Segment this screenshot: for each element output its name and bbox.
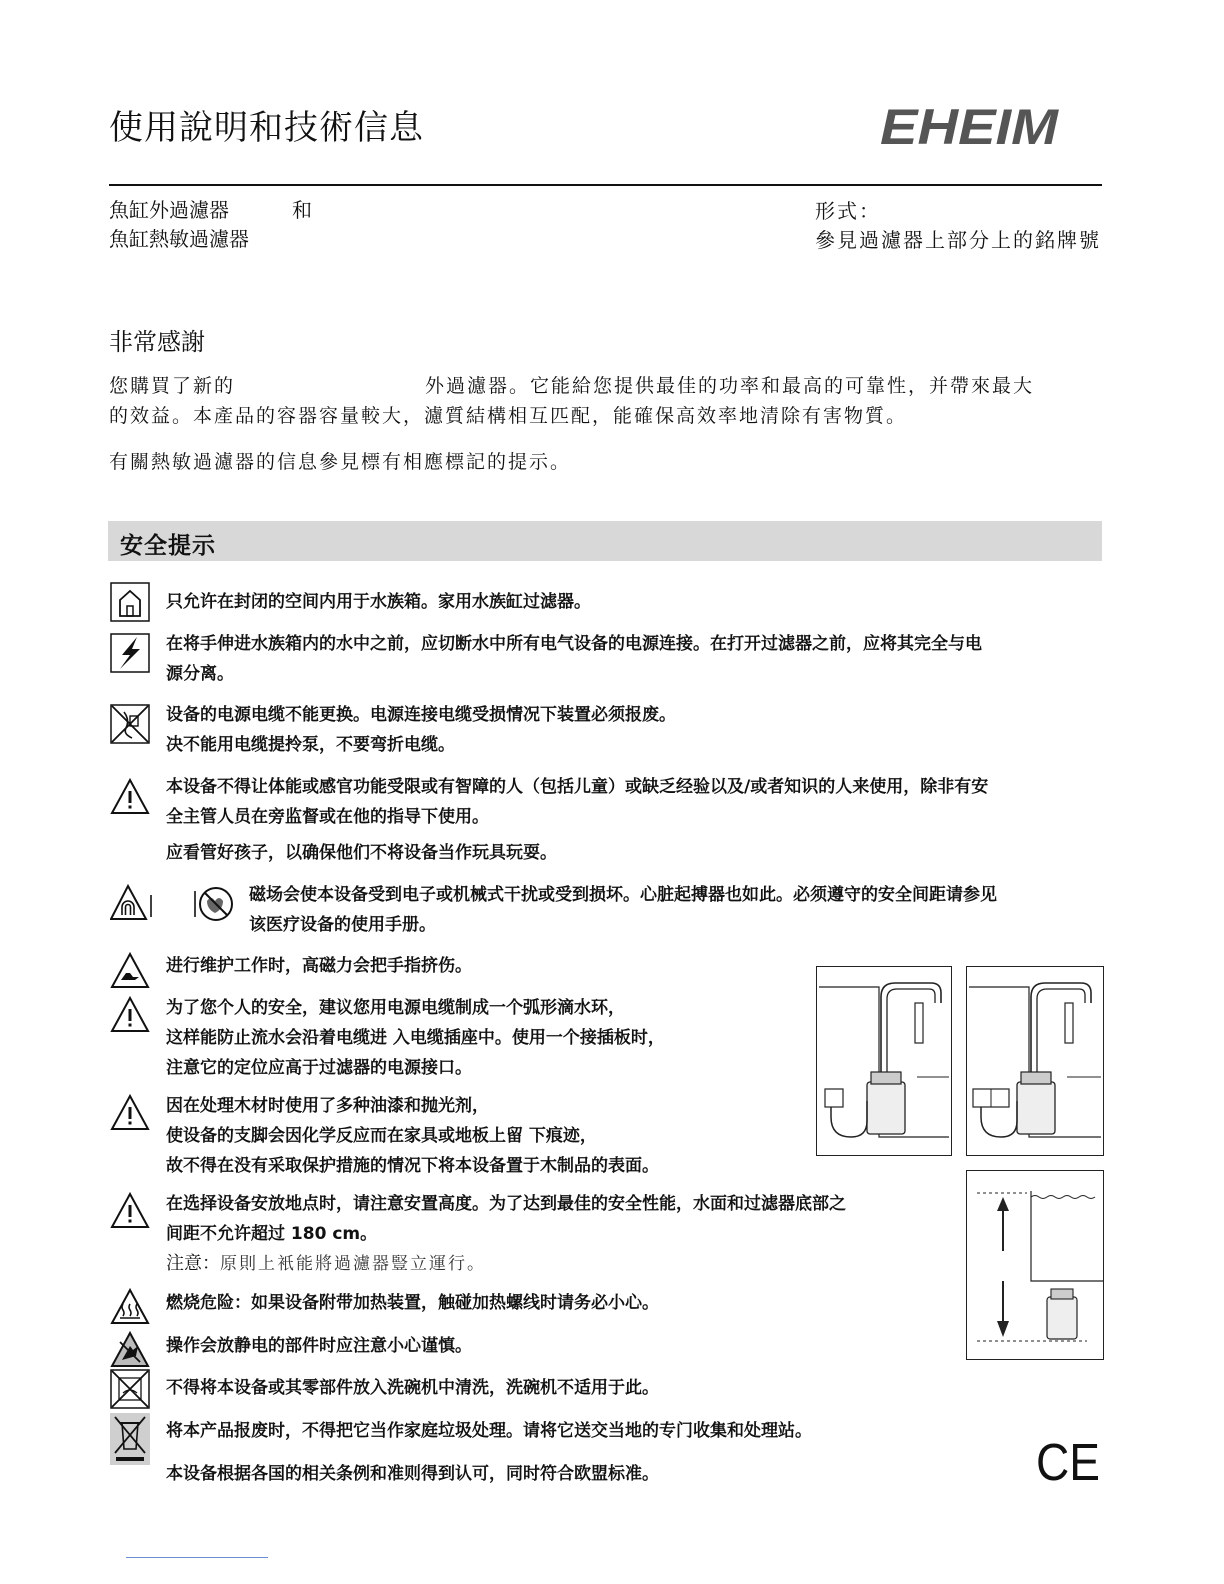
safety-item-13: 将本产品报废时，不得把它当作家庭垃圾处理。请将它送交当地的专门收集和处理站。: [166, 1421, 812, 1441]
eheim-logo: [880, 100, 1060, 150]
svg-text:EHEIM: EHEIM: [880, 100, 1060, 150]
intro-paragraph-1: 您購買了新的 外過濾器。它能給您提供最佳的功率和最高的可靠性，并帶來最大 的效益。本產品的容器容量較大，濾質結構相互匹配，能確保高效率地清除有害物質。: [109, 375, 1035, 427]
height-limit-figure: [966, 1170, 1104, 1360]
drip-loop-figure-1: [816, 966, 952, 1156]
safety-item-6: 进行维护工作时，高磁力会把手指挤伤。: [166, 956, 472, 976]
product-line-2: 魚缸熱敏過濾器: [109, 227, 249, 251]
safety-item-4: 本设备不得让体能或感官功能受限或有智障的人（包括儿童）或缺乏经验以及/或者知识的人来使用，除非有安 全主管人员在旁监督或在他的指导下使用。: [166, 777, 989, 827]
safety-item-8: 因在处理木材时使用了多种油漆和抛光剂， 使设备的支脚会因化学反应而在家具或地板上留 下痕迹， 故不得在没有采取保护措施的情况下将本设备置于木制品的表面。: [166, 1096, 659, 1176]
page-title: 使用說明和技術信息: [109, 108, 424, 148]
header-divider: [109, 184, 1102, 186]
warning-icon: [110, 1093, 150, 1133]
safety-item-14: 本设备根据各国的相关条例和准则得到认可，同时符合欧盟标准。: [166, 1464, 659, 1484]
safety-heading: 安全提示: [120, 533, 216, 559]
svg-text:CE: CE: [1036, 1436, 1100, 1486]
safety-item-7: 为了您个人的安全，建议您用电源电缆制成一个弧形滴水环， 这样能防止流水会沿着电缆进 入电缆插座中。使用一个接插板时， 注意它的定位应高于过滤器的电源接口。: [166, 998, 665, 1078]
product-and: 和: [292, 198, 312, 222]
type-label: 形式：: [815, 199, 881, 223]
safety-item-4-extra: 应看管好孩子，以确保他们不将设备当作玩具玩耍。: [166, 843, 557, 863]
electric-shock-icon: [110, 633, 150, 673]
no-pacemaker-icon: [193, 885, 235, 925]
safety-item-9: 在选择设备安放地点时，请注意安置高度。为了达到最佳的安全性能，水面和过滤器底部之 间距不允许超过 180 cm。: [166, 1194, 846, 1244]
magnetic-field-icon: [110, 883, 154, 923]
no-cable-carry-icon: [110, 704, 150, 744]
no-dishwasher-icon: [110, 1369, 150, 1409]
safety-item-10: 燃烧危险：如果设备附带加热装置，触碰加热螺线时请务必小心。: [166, 1293, 659, 1313]
operation-note: 注意：原則上衹能將過濾器豎立運行。: [166, 1253, 486, 1274]
safety-item-12: 不得将本设备或其零部件放入洗碗机中清洗，洗碗机不适用于此。: [166, 1378, 659, 1398]
safety-item-11: 操作会放静电的部件时应注意小心谨慎。: [166, 1336, 472, 1356]
safety-item-3: 设备的电源电缆不能更换。电源连接电缆受损情况下装置必须报废。 决不能用电缆提拎泵，不要弯折电缆。: [166, 705, 676, 755]
thanks-heading: 非常感謝: [109, 328, 205, 356]
electrostatic-icon: [110, 1330, 150, 1370]
weee-bin-icon: [110, 1413, 150, 1465]
type-note: 參見過濾器上部分上的銘牌號: [815, 228, 1101, 252]
ce-mark: [1036, 1436, 1102, 1486]
safety-item-2: 在将手伸进水族箱内的水中之前，应切断水中所有电气设备的电源连接。在打开过滤器之前，应将其完全与电 源分离。: [166, 634, 982, 684]
warning-icon: [110, 995, 150, 1035]
indoor-use-icon: [110, 582, 150, 622]
safety-item-1: 只允许在封闭的空间内用于水族箱。家用水族缸过滤器。: [166, 592, 591, 612]
safety-section-header: [108, 521, 1102, 561]
hot-surface-icon: [110, 1287, 150, 1327]
hand-crush-icon: [110, 951, 150, 991]
intro-paragraph-2: 有關熱敏過濾器的信息參見標有相應標記的提示。: [109, 451, 572, 473]
footer-link-line: [126, 1557, 268, 1558]
warning-icon: [110, 777, 150, 817]
drip-loop-figure-2: [966, 966, 1104, 1156]
safety-item-5: 磁场会使本设备受到电子或机械式干扰或受到损坏。心脏起搏器也如此。必须遵守的安全间距请参见 该医疗设备的使用手册。: [249, 885, 997, 935]
product-line-1: 魚缸外過濾器: [109, 198, 229, 222]
warning-icon: [110, 1191, 150, 1231]
